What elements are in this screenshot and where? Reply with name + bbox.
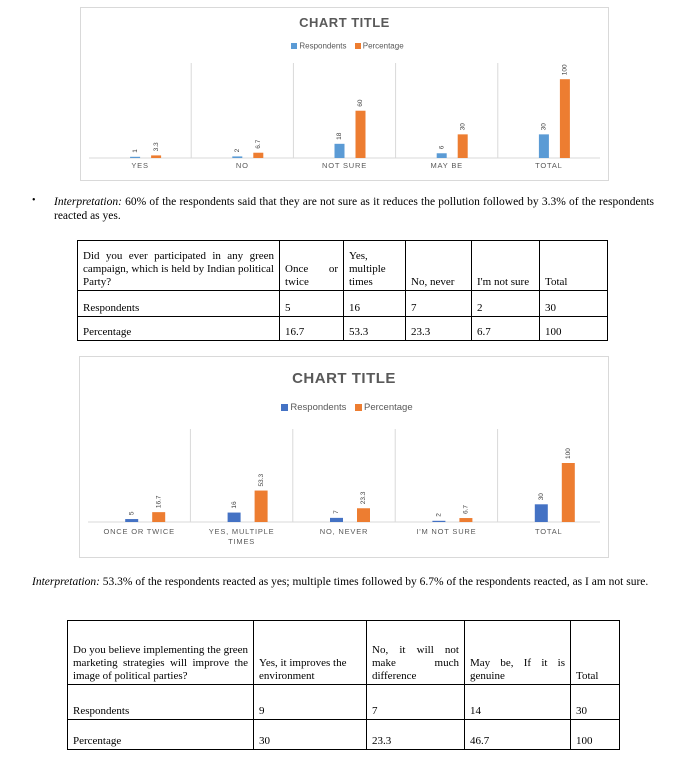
category-label: MAY BE	[430, 161, 463, 170]
bar-respondents	[539, 134, 549, 158]
table-cell: 7	[406, 291, 472, 317]
bar-percentage	[253, 153, 263, 158]
bar-percentage	[152, 512, 165, 522]
table-2-header-cell: May be, If it is genuine	[465, 621, 571, 685]
chart-2-title: CHART TITLE	[292, 370, 396, 387]
category-label: NO, NEVER	[319, 527, 369, 536]
data-label: 18	[336, 132, 344, 140]
bar-respondents	[335, 144, 345, 158]
data-label: 30	[540, 123, 548, 131]
category-label: YES, MULTIPLE	[208, 527, 275, 536]
table-cell: 16.7	[280, 317, 344, 341]
table-cell: 30	[540, 291, 608, 317]
table-1-header-cell: Once or twice	[280, 241, 344, 291]
table-1-header-cell: Yes, multiple times	[344, 241, 406, 291]
data-label: 100	[565, 448, 573, 459]
table-cell: 16	[344, 291, 406, 317]
data-label: 53.3	[257, 473, 265, 487]
bar-percentage	[356, 111, 366, 158]
data-label: 23.3	[360, 491, 368, 505]
table-2-question: Do you believe implementing the green marketing strategies will improve the image of political parties?	[68, 621, 254, 685]
table-cell: 9	[254, 685, 367, 720]
chart-1-title: CHART TITLE	[299, 15, 390, 30]
bar-percentage	[357, 508, 370, 522]
data-label: 3.3	[152, 142, 160, 152]
table-cell: Respondents	[68, 685, 254, 720]
data-label: 6	[438, 145, 446, 150]
legend-label-respondents: Respondents	[299, 41, 347, 51]
data-label: 100	[561, 64, 569, 76]
data-label: 6.7	[255, 139, 263, 149]
category-label: NO	[235, 161, 249, 170]
table-row	[78, 317, 608, 341]
table-cell: 30	[571, 685, 620, 720]
table-cell: 7	[367, 685, 465, 720]
table-cell: 6.7	[472, 317, 540, 341]
bar-respondents	[228, 513, 241, 522]
interpretation-1	[54, 195, 654, 223]
data-label: 2	[234, 148, 242, 153]
bar-percentage	[562, 463, 575, 522]
table-cell: Percentage	[68, 720, 254, 750]
table-1-header-cell: I'm not sure	[472, 241, 540, 291]
data-label: 16.7	[155, 495, 163, 509]
bar-percentage	[458, 134, 468, 158]
table-cell: 30	[254, 720, 367, 750]
table-2	[67, 620, 620, 750]
table-1	[77, 240, 608, 341]
table-row	[68, 720, 620, 750]
table-1-header-cell: Total	[540, 241, 608, 291]
bar-respondents	[330, 518, 343, 522]
category-label: ONCE OR TWICE	[103, 527, 175, 536]
bar-respondents	[437, 153, 447, 158]
bullet-icon: •	[32, 195, 36, 206]
table-2-header-row	[68, 621, 620, 685]
interpretation-2-lead: Interpretation:	[32, 576, 100, 588]
legend-label-percentage: Percentage	[364, 402, 413, 413]
table-cell: 2	[472, 291, 540, 317]
chart-2-plot	[80, 357, 608, 557]
data-label: 60	[357, 99, 365, 107]
table-row	[68, 685, 620, 720]
data-label: 2	[435, 513, 443, 517]
table-1-question: Did you ever participated in any green campaign, which is held by Indian political Party?	[78, 241, 280, 291]
table-2-header-cell: No, it will not make much difference	[367, 621, 465, 685]
data-label: 30	[538, 493, 546, 501]
chart-2	[79, 356, 609, 558]
table-2-header-cell: Yes, it improves the environment	[254, 621, 367, 685]
table-1-header-cell: No, never	[406, 241, 472, 291]
category-label: NOT SURE	[321, 161, 368, 170]
table-cell: 14	[465, 685, 571, 720]
interpretation-2-text: 53.3% of the respondents reacted as yes; multiple times followed by 6.7% of the respondents reacted, as I am not sure.	[99, 576, 649, 588]
bar-respondents	[535, 504, 548, 522]
table-cell: 53.3	[344, 317, 406, 341]
bar-percentage	[151, 155, 161, 158]
table-cell: 5	[280, 291, 344, 317]
chart-1	[80, 7, 609, 181]
data-label: 16	[230, 501, 238, 509]
table-cell: Percentage	[78, 317, 280, 341]
legend-label-respondents: Respondents	[290, 402, 347, 413]
legend-label-percentage: Percentage	[362, 41, 404, 51]
category-label: TOTAL	[535, 527, 563, 536]
bar-percentage	[255, 491, 268, 522]
category-label: TOTAL	[535, 161, 563, 170]
data-label: 5	[128, 511, 136, 516]
chart-1-plot	[81, 8, 608, 180]
table-cell: 23.3	[367, 720, 465, 750]
category-label: TIMES	[228, 537, 256, 546]
data-label: 30	[459, 123, 467, 131]
category-label: I'M NOT SURE	[416, 527, 477, 536]
data-label: 7	[333, 510, 341, 514]
bar-respondents	[232, 156, 242, 158]
table-row	[78, 291, 608, 317]
table-2-header-cell: Total	[571, 621, 620, 685]
interpretation-2	[32, 575, 655, 589]
table-cell: Respondents	[78, 291, 280, 317]
bar-respondents	[130, 157, 140, 158]
interpretation-1-lead: Interpretation:	[54, 196, 122, 208]
data-label: 1	[131, 149, 139, 153]
category-label: YES	[131, 161, 149, 170]
bar-percentage	[459, 518, 472, 522]
bar-respondents	[125, 519, 138, 522]
table-cell: 100	[540, 317, 608, 341]
table-cell: 100	[571, 720, 620, 750]
data-label: 6.7	[462, 505, 470, 515]
bar-percentage	[560, 79, 570, 158]
bar-respondents	[432, 521, 445, 522]
table-cell: 46.7	[465, 720, 571, 750]
table-1-header-row	[78, 241, 608, 291]
table-cell: 23.3	[406, 317, 472, 341]
interpretation-1-text: 60% of the respondents said that they are not sure as it reduces the pollution followed by 3.3% of the respondents reacted as yes.	[54, 196, 654, 222]
